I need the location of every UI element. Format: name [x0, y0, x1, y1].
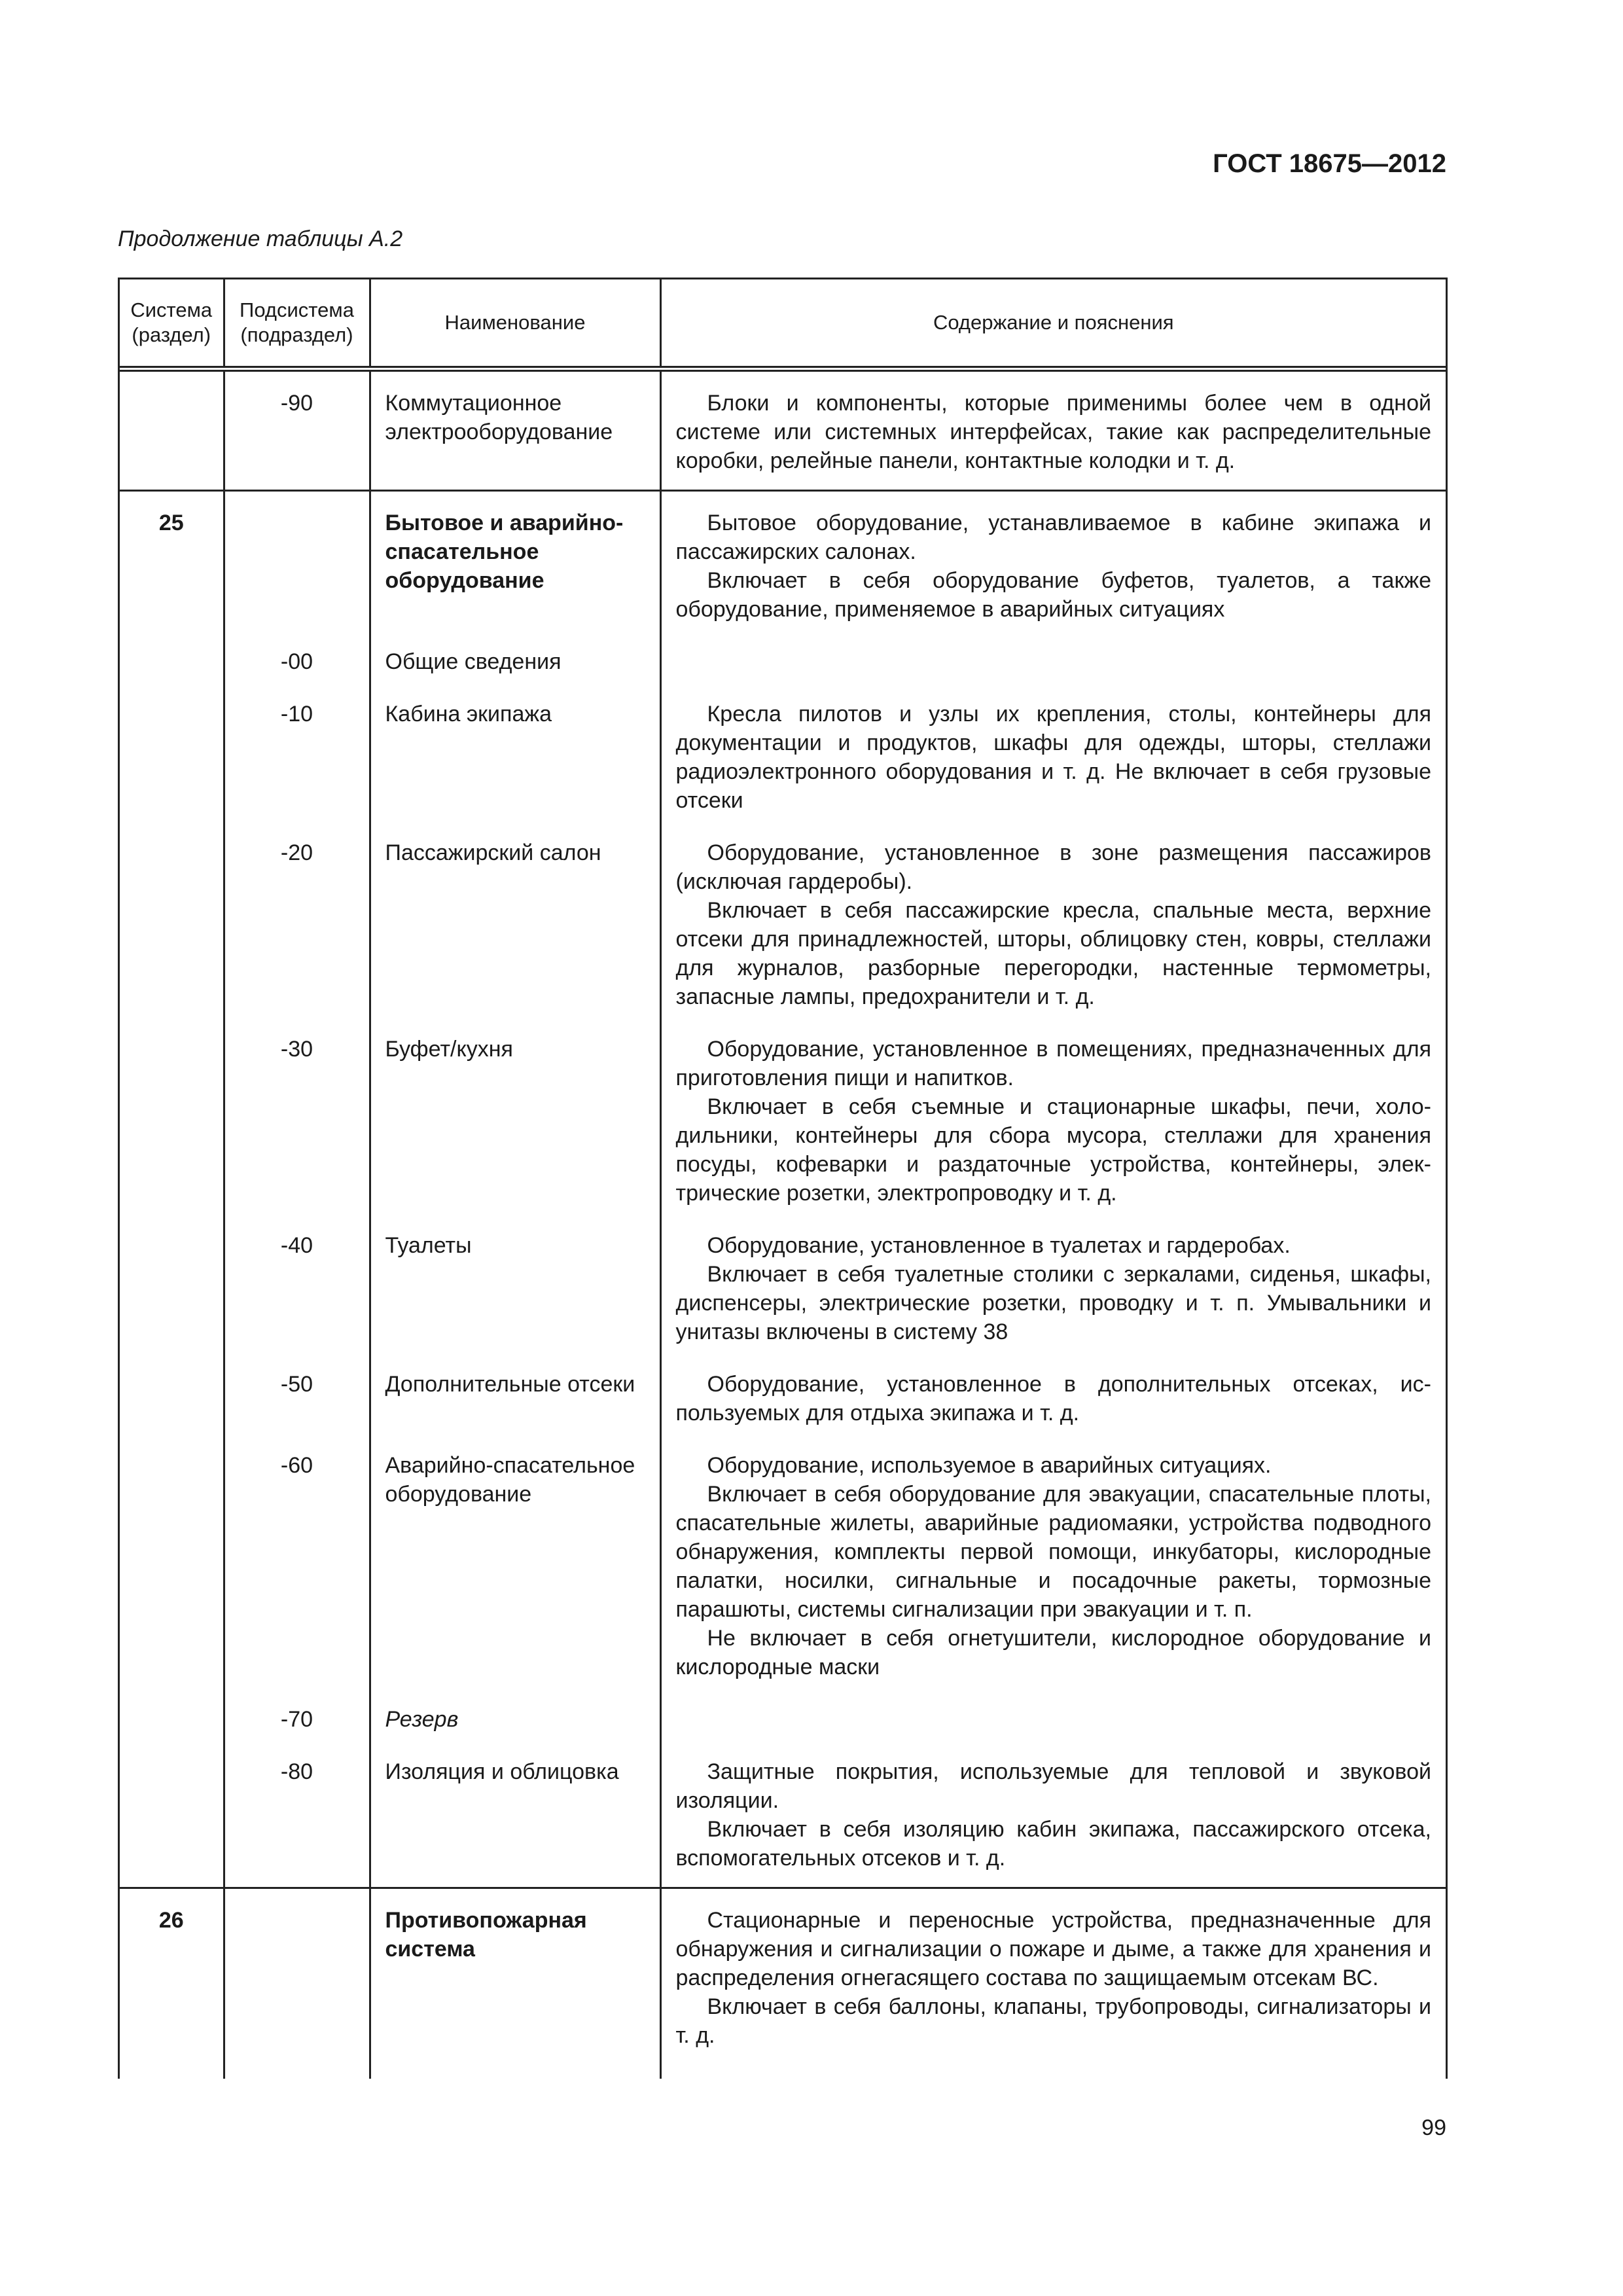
table-row	[120, 1427, 1446, 1681]
content-paragraph: Не включает в себя огнетушители, кислородное оборудование и кислородные маски	[675, 1626, 1431, 1679]
content-paragraph: Включает в себя баллоны, клапаны, трубопроводы, сигнализаторы и т. д.	[675, 1994, 1431, 2048]
page-number: 99	[1421, 2115, 1446, 2140]
column-header-system: Система (раздел)	[120, 279, 224, 369]
content-cell	[660, 1346, 1446, 1427]
system-cell	[120, 1346, 224, 1427]
content-cell	[660, 1208, 1446, 1346]
table-row	[120, 815, 1446, 1011]
subsystem-cell: -30	[224, 1011, 370, 1208]
name-cell: Изоляция и облицовка	[370, 1734, 660, 1888]
content-paragraph: Включает в себя туалетные столики с зеркалами, сиденья, шкафы, диспенсеры, электрические розетки, проводку и т. п. Умывальники и унитазы включены в систему 38	[675, 1262, 1431, 1344]
name-cell: Буфет/кухня	[370, 1011, 660, 1208]
system-cell: 25	[120, 491, 224, 624]
name-cell: Аварийно-спасательное оборудование	[370, 1427, 660, 1681]
system-cell	[120, 815, 224, 1011]
name-cell: Резерв	[370, 1681, 660, 1734]
content-cell	[660, 491, 1446, 624]
name-cell: Противопожарная система	[370, 1888, 660, 2051]
subsystem-cell	[224, 491, 370, 624]
content-cell	[660, 1681, 1446, 1734]
content-cell	[660, 815, 1446, 1011]
subsystem-cell	[224, 1888, 370, 2051]
content-paragraph: Оборудование, установленное в зоне размещения пассажиров (исключая гардеробы).	[675, 840, 1431, 894]
table-row	[120, 1208, 1446, 1346]
table-filler-row	[120, 2050, 1446, 2079]
classification-table	[118, 278, 1448, 2079]
subsystem-cell: -10	[224, 676, 370, 815]
system-cell	[120, 624, 224, 676]
table-row	[120, 1346, 1446, 1427]
table-row	[120, 1888, 1446, 2051]
name-cell: Общие сведения	[370, 624, 660, 676]
subsystem-cell: -00	[224, 624, 370, 676]
subsystem-cell: -50	[224, 1346, 370, 1427]
name-cell: Пассажирский салон	[370, 815, 660, 1011]
name-cell: Дополнительные отсеки	[370, 1346, 660, 1427]
system-cell	[120, 1427, 224, 1681]
content-paragraph: Включает в себя оборудование буфетов, туалетов, а также оборудование, применяемое в аварийных ситуациях	[675, 568, 1431, 622]
table-caption: Продолжение таблицы А.2	[118, 226, 403, 251]
content-cell	[660, 624, 1446, 676]
table-row	[120, 1681, 1446, 1734]
system-cell	[120, 1734, 224, 1888]
table-header-row	[120, 279, 1446, 369]
name-cell: Кабина экипажа	[370, 676, 660, 815]
table	[120, 279, 1446, 2079]
content-paragraph: Оборудование, установленное в туалетах и гардеробах.	[707, 1233, 1291, 1258]
name-cell: Туалеты	[370, 1208, 660, 1346]
content-cell	[660, 1427, 1446, 1681]
column-header-subsystem: Подсистема (подраздел)	[224, 279, 370, 369]
content-paragraph: Оборудование, установленное в дополнительных отсеках, используемых для отдыха экипажа и т. д.	[675, 1372, 1431, 1426]
subsystem-cell: -90	[224, 369, 370, 491]
column-header-name: Наименование	[370, 279, 660, 369]
table-row	[120, 676, 1446, 815]
subsystem-cell: -20	[224, 815, 370, 1011]
content-paragraph: Включает в себя изоляцию кабин экипажа, пассажирского отсека, вспомогательных отсеков и т. д.	[675, 1817, 1431, 1871]
content-paragraph: Стационарные и переносные устройства, предназначенные для обнаружения и сигнализации о пожаре и дыме, а также для хранения и распределения огнегасящего состава по защищаемым отсекам ВС.	[675, 1908, 1431, 1990]
content-paragraph: Включает в себя съемные и стационарные шкафы, печи, холодильники, контейнеры для сбора мусора, стеллажи для хранения посуды, кофеварки и раздаточные устройства, контейнеры, электрические розетки, электропроводку и т. д.	[675, 1094, 1431, 1206]
system-cell	[120, 1208, 224, 1346]
table-row	[120, 369, 1446, 491]
column-header-content: Содержание и пояснения	[660, 279, 1446, 369]
content-cell	[660, 676, 1446, 815]
content-paragraph: Защитные покрытия, используемые для тепловой и звуковой изоляции.	[675, 1759, 1431, 1813]
subsystem-cell: -70	[224, 1681, 370, 1734]
system-cell	[120, 1681, 224, 1734]
subsystem-cell: -60	[224, 1427, 370, 1681]
subsystem-cell: -80	[224, 1734, 370, 1888]
content-paragraph: Оборудование, используемое в аварийных ситуациях.	[707, 1453, 1272, 1478]
table-row	[120, 491, 1446, 624]
system-cell	[120, 369, 224, 491]
content-cell	[660, 1011, 1446, 1208]
content-paragraph: Блоки и компоненты, которые применимы более чем в одной системе или системных интерфейсах, такие как распределительные коробки, релейные панели, контактные колодки и т. д.	[675, 391, 1431, 473]
subsystem-cell: -40	[224, 1208, 370, 1346]
content-cell	[660, 369, 1446, 491]
table-row	[120, 1011, 1446, 1208]
table-row	[120, 1734, 1446, 1888]
system-cell	[120, 676, 224, 815]
content-paragraph: Включает в себя оборудование для эвакуации, спасательные плоты, спасательные жилеты, аварийные радиомаяки, устройства подводного обнаружения, комплекты первой помощи, инкубаторы, кислородные палатки, носилки, сигнальные и посадочные ракеты, тормозные парашюты, системы сигнализации при эвакуации и т. п.	[675, 1482, 1431, 1622]
name-cell: Коммутационное электрооборудование	[370, 369, 660, 491]
standard-code: ГОСТ 18675—2012	[1213, 149, 1446, 178]
content-paragraph: Оборудование, установленное в помещениях, предназначенных для приготовления пищи и напитков.	[675, 1037, 1431, 1090]
content-paragraph: Кресла пилотов и узлы их крепления, столы, контейнеры для документации и продуктов, шкафы для одежды, шторы, стеллажи радиоэлектронного оборудования и т. д. Не включает в себя грузовые отсеки	[675, 702, 1431, 813]
system-cell: 26	[120, 1888, 224, 2051]
content-paragraph: Включает в себя пассажирские кресла, спальные места, верхние отсеки для принадлежностей, шторы, облицовку стен, ковры, стеллажи для журналов, разборные перегородки, настенные термометры, запасные лампы, предохранители и т. д.	[675, 898, 1431, 1009]
name-cell: Бытовое и аварийно-спасательное оборудование	[370, 491, 660, 624]
system-cell	[120, 1011, 224, 1208]
content-cell	[660, 1888, 1446, 2051]
table-row	[120, 624, 1446, 676]
content-cell	[660, 1734, 1446, 1888]
content-paragraph: Бытовое оборудование, устанавливаемое в кабине экипажа и пассажирских салонах.	[675, 511, 1431, 564]
